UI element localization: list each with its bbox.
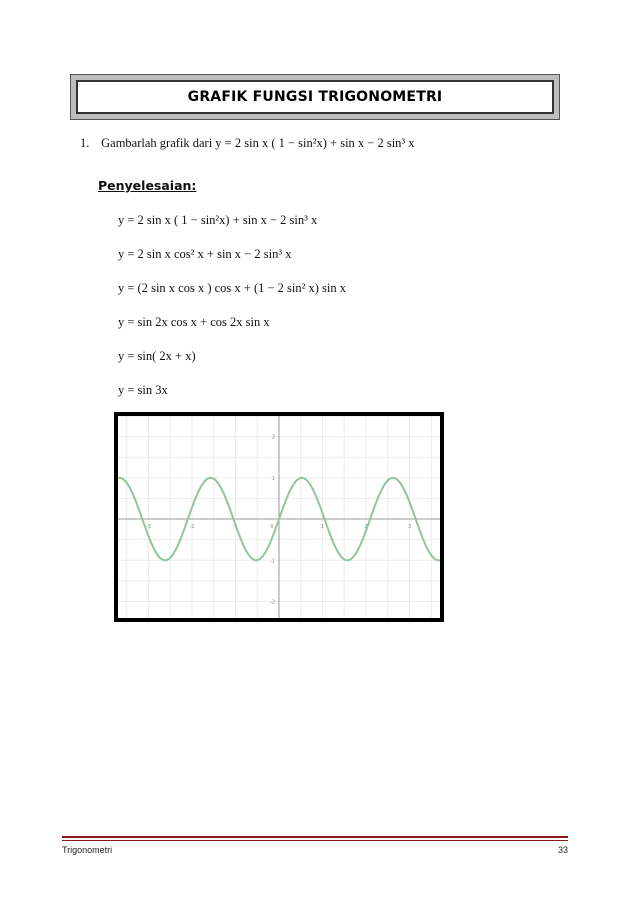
x-tick-label: 1 — [320, 524, 325, 531]
title-inner-frame — [76, 80, 554, 114]
x-tick-label: -3 — [145, 524, 151, 531]
x-tick-label: -2 — [189, 524, 195, 531]
function-graph — [118, 416, 440, 618]
footer-rule — [62, 836, 568, 838]
y-tick-label: 2 — [271, 434, 275, 441]
y-tick-label: -1 — [270, 558, 275, 565]
page-number: 33 — [557, 845, 568, 855]
solution-step-2: y = 2 sin x cos² x + sin x − 2 sin³ x — [118, 247, 292, 261]
footer-rule-thin — [62, 840, 568, 841]
question — [80, 136, 415, 151]
page-title: GRAFIK FUNGSI TRIGONOMETRI — [187, 89, 443, 105]
solution-label: Penyelesaian: — [98, 178, 197, 193]
solution-step-6: y = sin 3x — [118, 383, 168, 397]
title-box — [70, 74, 560, 120]
x-tick-label: 3 — [407, 524, 412, 531]
x-tick-label: -1 — [232, 524, 238, 531]
solution-step-5: y = sin( 2x + x) — [118, 349, 196, 363]
solution-step-1: y = 2 sin x ( 1 − sin²x) + sin x − 2 sin³ x — [118, 213, 318, 227]
solution-step-4: y = sin 2x cos x + cos 2x sin x — [118, 315, 270, 329]
question-number: 1. — [80, 136, 90, 150]
x-tick-label: 0 — [270, 524, 274, 531]
y-tick-label: 1 — [271, 475, 275, 482]
x-tick-label: 2 — [364, 524, 368, 531]
question-text: Gambarlah grafik dari y = 2 sin x ( 1 − sin²x) + sin x − 2 sin³ x — [101, 136, 415, 150]
solution-step-3: y = (2 sin x cos x ) cos x + (1 − 2 sin² x) sin x — [118, 281, 347, 295]
graph-frame — [114, 412, 444, 622]
footer-subject: Trigonometri — [62, 845, 113, 855]
y-tick-label: -2 — [270, 599, 275, 606]
